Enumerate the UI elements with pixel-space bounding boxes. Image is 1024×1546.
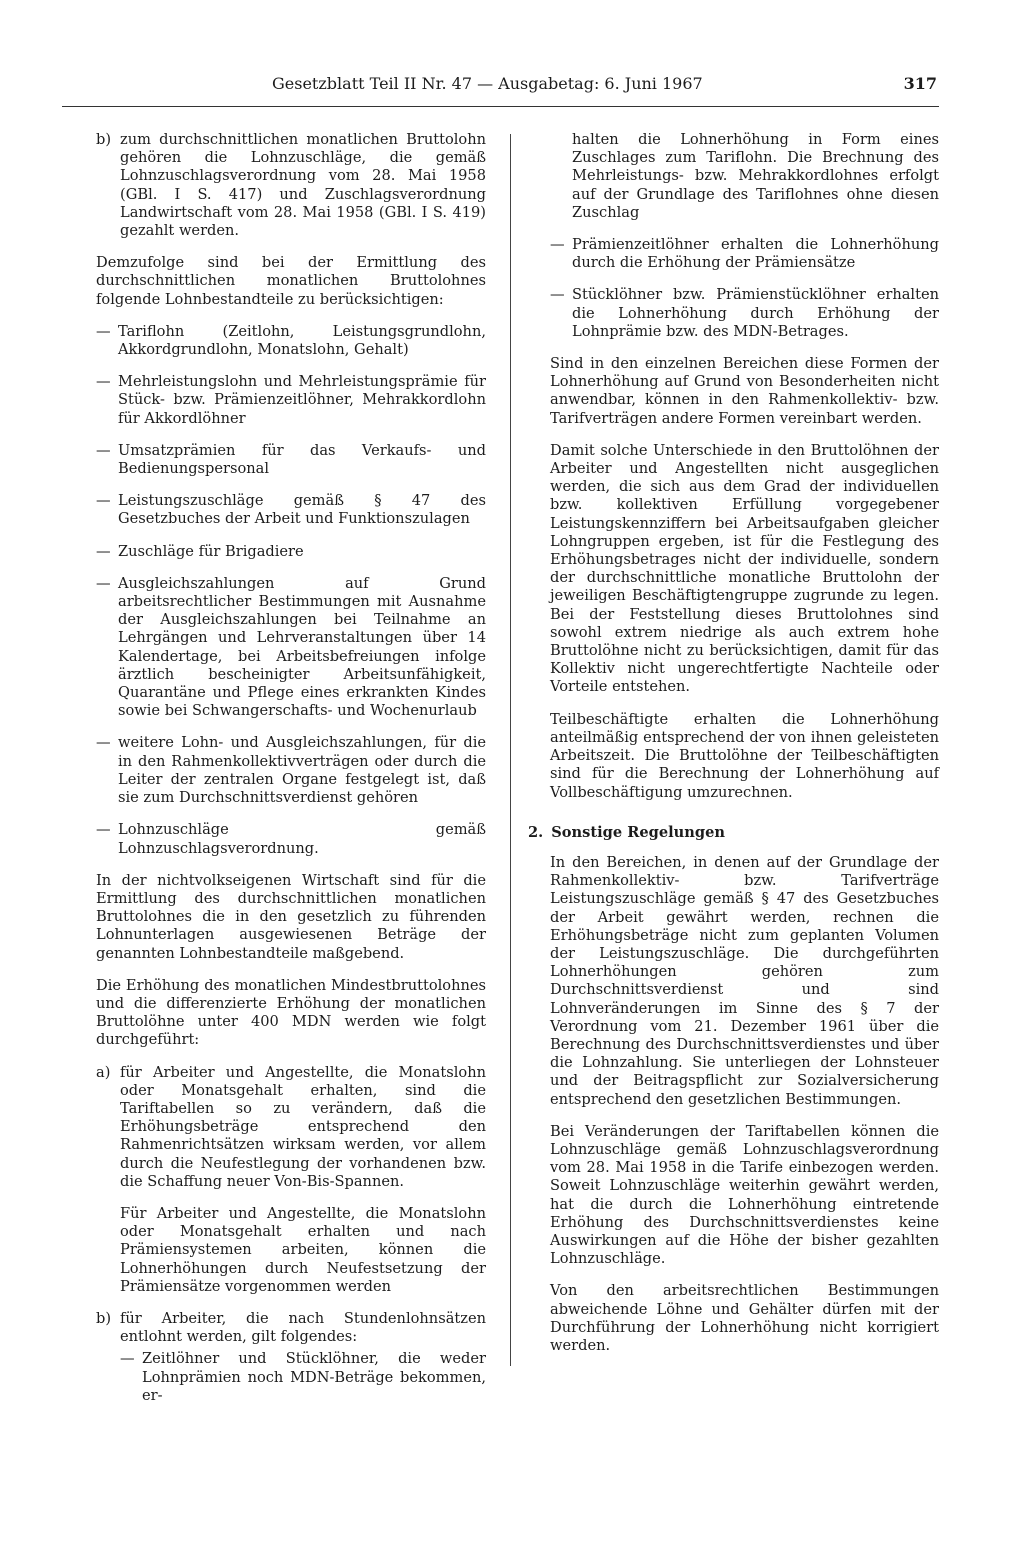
list-item [96,543,486,561]
list-item [96,821,486,857]
paragraph-private-economy: In der nichtvolkseigenen Wirtschaft sind für die Ermittlung des durchschnittlichen monatlichen Bruttolohnes die in den gesetzlich zu führenden Lohnunterlagen ausgewiesenen Beträge der genannten Lohnbestandteile maßgebend. [96,871,486,962]
header-rule [62,106,939,107]
list-item-text: Umsatzprämien für das Verkaufs- und Bedienungspersonal [118,441,486,478]
item-marker: b) [96,1309,112,1327]
dash-marker: — [96,441,111,459]
column-divider [510,134,511,1366]
list-item-text: Tariflohn (Zeitlohn, Leistungsgrundlohn, Akkordgrundlohn, Monatslohn, Gehalt) [118,322,486,359]
item-b-hourly-wage [96,1310,486,1346]
section-heading [528,824,939,842]
list-item [550,236,939,272]
page-number: 317 [903,74,937,93]
paragraph: Damit solche Unterschiede in den Bruttolöhnen der Arbeiter und Angestellten nicht ausgeglichen werden, die sich aus dem Grad der individuellen bzw. kollektiven Erfüllung vorgegebener Leistungskennziffern bei Arbeitsaufgaben gleicher Lohngruppen ergeben, ist für die Festlegung des Erhöhungsbetrages nicht der individuelle, sondern der durchschnittliche monatliche Bruttolohn der jeweiligen Beschäftigtengruppe zugrunde zu legen. Bei der Feststellung dieses Bruttolohnes sind sowohl extrem niedrige als auch extrem hohe Bruttolöhne nicht zu berücksichtigen, damit für das Kollektiv nicht ungerechtfertigte Nachteile oder Vorteile entstehen. [550,441,939,696]
list-item-text: Stücklöhner bzw. Prämienstücklöhner erhalten die Lohnerhöhung durch Erhöhung der Lohnprämie bzw. des MDN-Betrages. [572,286,939,340]
list-item-text: weitere Lohn- und Ausgleichszahlungen, für die in den Rahmenkollektivverträgen oder durch die Leiter der zentralen Organe festgelegt ist, daß sie zum Durchschnittsverdienst gehören [118,734,486,807]
list-item [96,442,486,478]
paragraph: Sind in den einzelnen Bereichen diese Formen der Lohnerhöhung auf Grund von Besonderheiten nicht anwendbar, können in den Rahmenkollektiv- bzw. Tarifverträgen andere Formen vereinbart werden. [550,355,939,427]
item-b-lohnzuschlaege [96,131,486,240]
dash-marker: — [550,236,565,254]
section-number: 2. [528,823,544,841]
item-marker: b) [96,131,112,148]
list-item [96,1350,486,1405]
item-marker: a) [96,1063,111,1081]
list-item [550,286,939,341]
dash-marker: — [96,322,111,340]
dash-marker: — [96,542,111,560]
header-title: Gesetzblatt Teil II Nr. 47 — Ausgabetag: 6. Juni 1967 [272,74,703,93]
list-item-continuation: halten die Lohnerhöhung in Form eines Zuschlages zum Tariflohn. Die Brechnung des Mehrleistungs- bzw. Mehrakkordlohnes erfolgt auf der Grundlage des Tariflohnes ohne diesen Zuschlag [572,131,939,221]
item-text: für Arbeiter und Angestellte, die Monatslohn oder Monatsgehalt erhalten, sind die Tariftabellen so zu verändern, daß die Erhöhungsbeträge entsprechend den Rahmenrichtsätzen wirksam werden, vor allem durch die Neufestlegung der vorhandenen bzw. die Schaffung neuer Von-Bis-Spannen. [120,1063,486,1190]
paragraph: Bei Veränderungen der Tariftabellen können die Lohnzuschläge gemäß Lohnzuschlagsverordnung vom 28. Mai 1958 in die Tarife einbezogen werden. Soweit Lohnzuschläge weiterhin gewährt werden, hat die durch die Lohnerhöhung eintretende Erhöhung des Durchschnittsverdienstes keine Auswirkungen auf die Höhe der bisher gezahlten Lohnzuschläge. [550,1122,939,1268]
right-column [528,131,939,1369]
paragraph: Teilbeschäftigte erhalten die Lohnerhöhung anteilmäßig entsprechend der von ihnen geleisteten Arbeitszeit. Die Bruttolöhne der Teilbeschäftigten sind für die Berechnung der Lohnerhöhung auf Vollbeschäftigung umzurechnen. [550,710,939,801]
left-column [96,131,486,1405]
list-item-text: Mehrleistungslohn und Mehrleistungsprämie für Stück- bzw. Prämienzeitlöhner, Mehrakkordlohn für Akkordlöhner [118,373,486,427]
paragraph: In den Bereichen, in denen auf der Grundlage der Rahmenkollektiv- bzw. Tarifverträge Leistungszuschläge gemäß § 47 des Gesetzbuches der Arbeit gewährt werden, rechnen die Erhöhungsbeträge nicht zum geplanten Volumen der Leistungszuschläge. Die durchgeführten Lohnerhöhungen gehören zum Durchschnittsverdienst und sind Lohnveränderungen im Sinne des § 7 der Verordnung vom 21. Dezember 1961 über die Berechnung des Durchschnittsverdienstes und über die Lohnzahlung. Sie unterliegen der Lohnsteuer und der Beitragspflicht zur Sozialversicherung entsprechend den gesetzlichen Bestimmungen. [550,853,939,1108]
list-item [96,492,486,528]
dash-marker: — [120,1350,135,1368]
item-text: zum durchschnittlichen monatlichen Bruttolohn gehören die Lohnzuschläge, die gemäß Lohnzuschlagsverordnung vom 28. Mai 1958 (GBl. I S. 417) und Zuschlagsverordnung Landwirtschaft vom 28. Mai 1958 (GBl. I S. 419) gezahlt werden. [120,131,486,240]
item-text: für Arbeiter, die nach Stundenlohnsätzen entlohnt werden, gilt folgendes: [120,1309,486,1346]
page-header [62,74,939,104]
list-item-text: Prämienzeitlöhner erhalten die Lohnerhöhung durch die Erhöhung der Prämiensätze [572,236,939,272]
paragraph: Von den arbeitsrechtlichen Bestimmungen abweichende Löhne und Gehälter dürfen mit der Durchführung der Lohnerhöhung nicht korrigiert werden. [550,1282,939,1354]
dash-marker: — [96,734,111,752]
item-a-monthly-salary [96,1064,486,1191]
list-item-text: Zeitlöhner und Stücklöhner, die weder Lohnprämien noch MDN-Beträge bekommen, er- [142,1350,486,1404]
dash-marker: — [550,286,565,304]
list-item-text: Lohnzuschläge gemäß Lohnzuschlagsverordnung. [118,821,486,857]
dash-marker: — [96,821,111,839]
item-a-subparagraph: Für Arbeiter und Angestellte, die Monatslohn oder Monatsgehalt erhalten und nach Prämiensystemen arbeiten, können die Lohnerhöhungen durch Neufestsetzung der Prämiensätze vorgenommen werden [120,1204,486,1295]
dash-marker: — [96,574,111,592]
list-item [96,373,486,428]
dash-marker: — [96,492,111,510]
paragraph-intro: Demzufolge sind bei der Ermittlung des durchschnittlichen monatlichen Bruttolohnes folgende Lohnbestandteile zu berücksichtigen: [96,254,486,308]
section-title: Sonstige Regelungen [551,823,725,841]
paragraph-increase: Die Erhöhung des monatlichen Mindestbruttolohnes und die differenzierte Erhöhung der monatlichen Bruttolöhne unter 400 MDN werden wie folgt durchgeführt: [96,976,486,1049]
list-item [96,323,486,359]
list-item [96,575,486,721]
list-item-text: Zuschläge für Brigadiere [118,542,304,560]
list-item-text: Ausgleichszahlungen auf Grund arbeitsrechtlicher Bestimmungen mit Ausnahme der Ausgleichszahlungen bei Teilnahme an Lehrgängen und Lehrveranstaltungen über 14 Kalendertage, bei Arbeitsbefreiungen infolge ärztlich bescheinigter Arbeitsunfähigkeit, Quarantäne und Pflege eines erkrankten Kindes sowie bei Schwangerschafts- und Wochenurlaub [118,574,486,720]
list-item [96,734,486,807]
list-item-text: Leistungszuschläge gemäß § 47 des Gesetzbuches der Arbeit und Funktionszulagen [118,492,486,528]
dash-marker: — [96,373,111,391]
